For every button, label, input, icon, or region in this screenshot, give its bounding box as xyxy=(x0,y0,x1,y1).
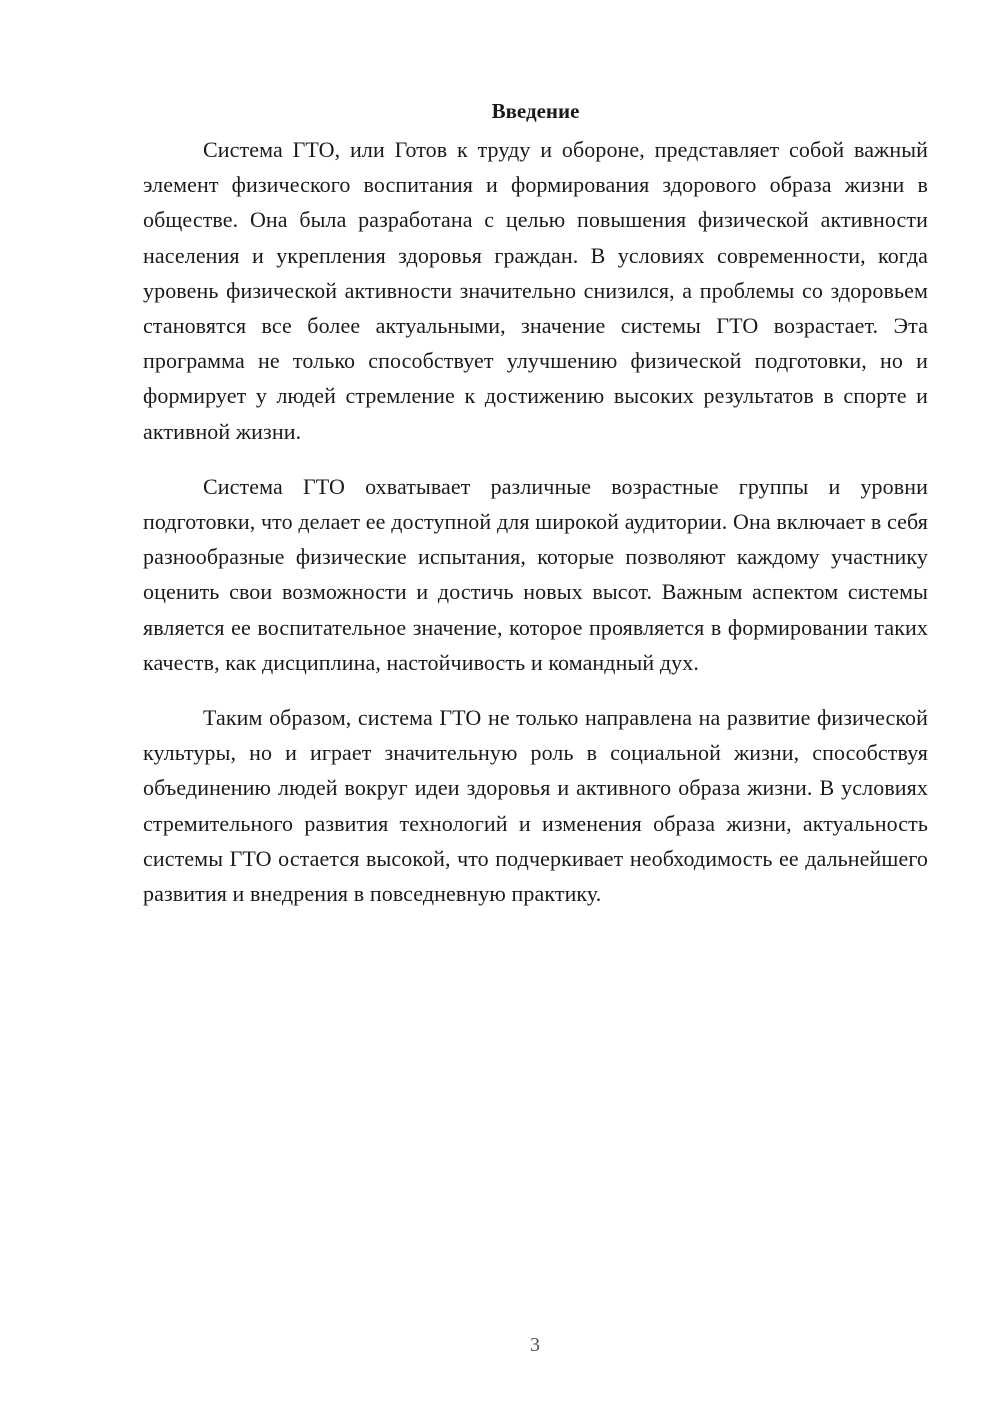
page-number: 3 xyxy=(530,1334,540,1356)
page-content xyxy=(143,96,928,931)
paragraph-1: Система ГТО, или Готов к труду и обороне, представляет собой важный элемент физического воспитания и формирования здорового образа жизни в обществе. Она была разработана с целью повышения физической активности населения и укрепления здоровья граждан. В условиях современности, когда уровень физической активности значительно снизился, а проблемы со здоровьем становятся все более актуальными, значение системы ГТО возрастает. Эта программа не только способствует улучшению физической подготовки, но и формирует у людей стремление к достижению высоких результатов в спорте и активной жизни. xyxy=(143,137,928,444)
paragraph-2: Система ГТО охватывает различные возрастные группы и уровни подготовки, что делает ее доступной для широкой аудитории. Она включает в себя разнообразные физические испытания, которые позволяют каждому участнику оценить свои возможности и достичь новых высот. Важным аспектом системы является ее воспитательное значение, которое проявляется в формировании таких качеств, как дисциплина, настойчивость и командный дух. xyxy=(143,473,928,675)
section-heading: Введение xyxy=(491,99,580,123)
paragraph-3: Таким образом, система ГТО не только направлена на развитие физической культуры, но и играет значительную роль в социальной жизни, способствуя объединению людей вокруг идеи здоровья и активного образа жизни. В условиях стремительного развития технологий и изменения образа жизни, актуальность системы ГТО остается высокой, что подчеркивает необходимость ее дальнейшего развития и внедрения в повседневную практику. xyxy=(143,705,928,907)
